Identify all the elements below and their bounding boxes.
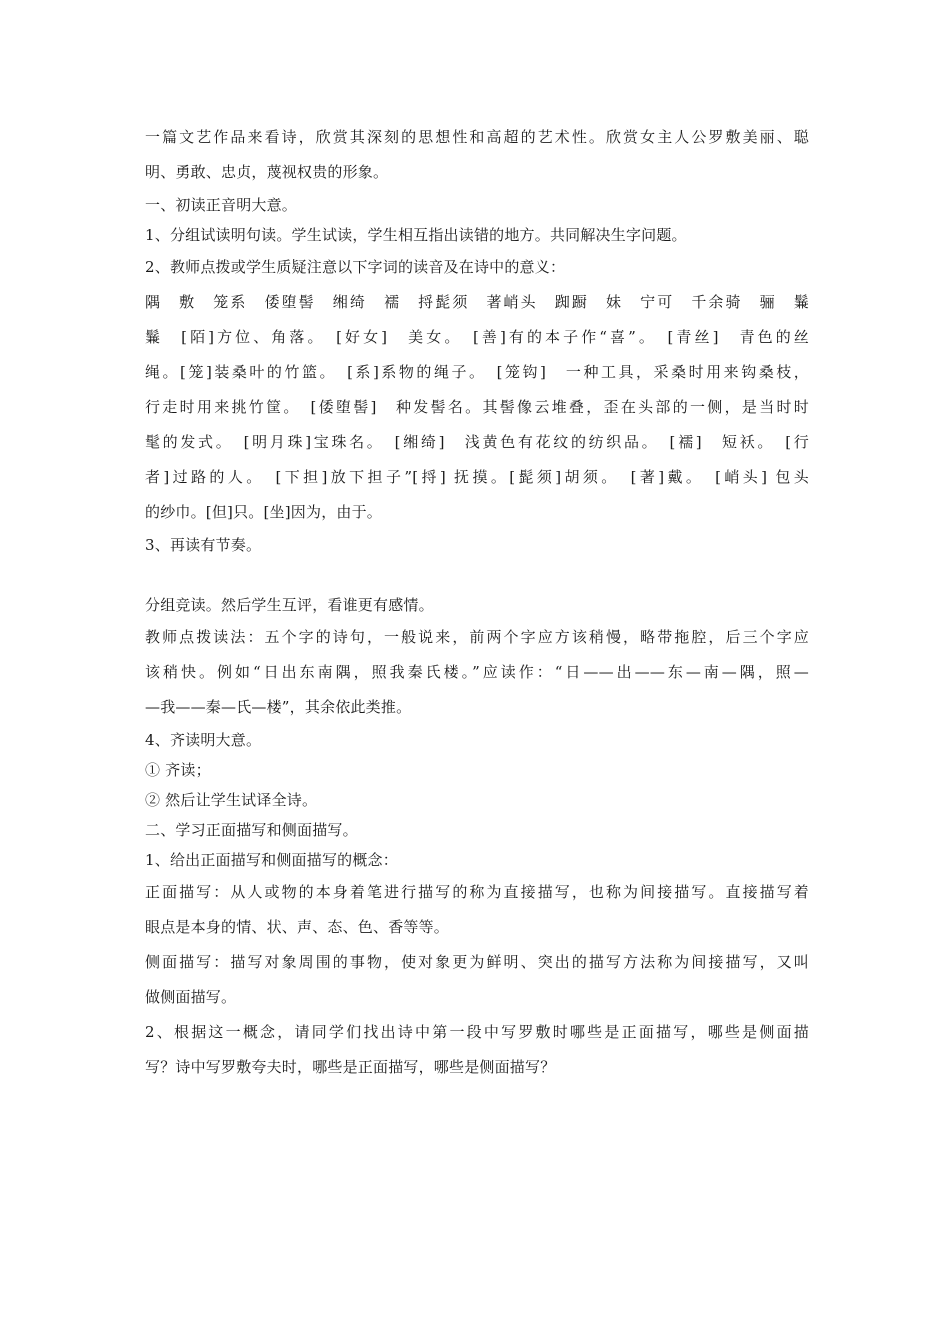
paragraph-line: —我——秦—氏—楼”，其余依此类推。 [145,698,412,716]
paragraph-line: 做侧面描写。 [145,988,237,1006]
vocab-line: 者]过路的人。 [下担]放下担子”[捋] 抚摸。[髭须]胡须。 [著]戴。 [峭头] 包头 [145,468,809,486]
paragraph-line: 1、给出正面描写和侧面描写的概念： [145,851,398,869]
list-item: ① 齐读； [145,761,211,779]
paragraph-line: 2、教师点拨或学生质疑注意以下字词的读音及在诗中的意义： [145,258,566,276]
vocab-line: 鬑 [陌]方位、角落。 [好女] 美女。 [善]有的本子作“喜”。 [青丝] 青色的丝 [145,328,809,346]
paragraph-line: 明、勇敢、忠贞，蔑视权贵的形象。 [145,163,389,181]
vocab-line: 髦的发式。 [明月珠]宝珠名。 [缃绮] 浅黄色有花纹的纺织品。 [襦] 短袄。 [行 [145,433,809,451]
paragraph-line: 一篇文艺作品来看诗，欣赏其深刻的思想性和高超的艺术性。欣赏女主人公罗敷美丽、聪 [145,128,809,146]
vocab-line: 的纱巾。[但]只。[坐]因为，由于。 [145,503,383,521]
section-heading: 二、学习正面描写和侧面描写。 [145,821,358,839]
vocab-line: 隅 敷 笼系 倭堕髻 缃绮 襦 捋髭须 著峭头 踟蹰 妹 宁可 千余骑 骊 鬑 [145,293,809,311]
paragraph-line: 该稍快。例如“日出东南隅，照我秦氏楼。”应读作：“日——出——东—南—隅，照— [145,663,809,681]
paragraph-line: 眼点是本身的情、状、声、态、色、香等等。 [145,918,450,936]
section-heading: 一、初读正音明大意。 [145,196,298,214]
vocab-line: 绳。[笼]装桑叶的竹篮。 [系]系物的绳子。 [笼钩] 一种工具，采桑时用来钩桑枝， [145,363,809,381]
paragraph-line: 2、根据这一概念，请同学们找出诗中第一段中写罗敷时哪些是正面描写，哪些是侧面描 [145,1023,809,1041]
paragraph-line: 教师点拨读法：五个字的诗句，一般说来，前两个字应方该稍慢，略带拖腔，后三个字应 [145,628,809,646]
paragraph-line: 4、齐读明大意。 [145,731,262,749]
blank-line [145,560,809,590]
paragraph-line: 写？诗中写罗敷夸夫时，哪些是正面描写，哪些是侧面描写？ [145,1058,556,1076]
paragraph-line: 分组竞读。然后学生互评，看谁更有感情。 [145,596,434,614]
paragraph-line: 1、分组试读明句读。学生试读，学生相互指出读错的地方。共同解决生字问题。 [145,226,687,244]
paragraph-line: 正面描写：从人或物的本身着笔进行描写的称为直接描写，也称为间接描写。直接描写着 [145,883,809,901]
paragraph-line: 3、再读有节奏。 [145,536,262,554]
paragraph-line: 侧面描写：描写对象周围的事物，使对象更为鲜明、突出的描写方法称为间接描写，又叫 [145,953,809,971]
document-body [145,120,809,1085]
list-item: ② 然后让学生试译全诗。 [145,791,318,809]
vocab-line: 行走时用来挑竹筐。 [倭堕髻] 种发髻名。其髻像云堆叠，歪在头部的一侧，是当时时 [145,398,809,416]
